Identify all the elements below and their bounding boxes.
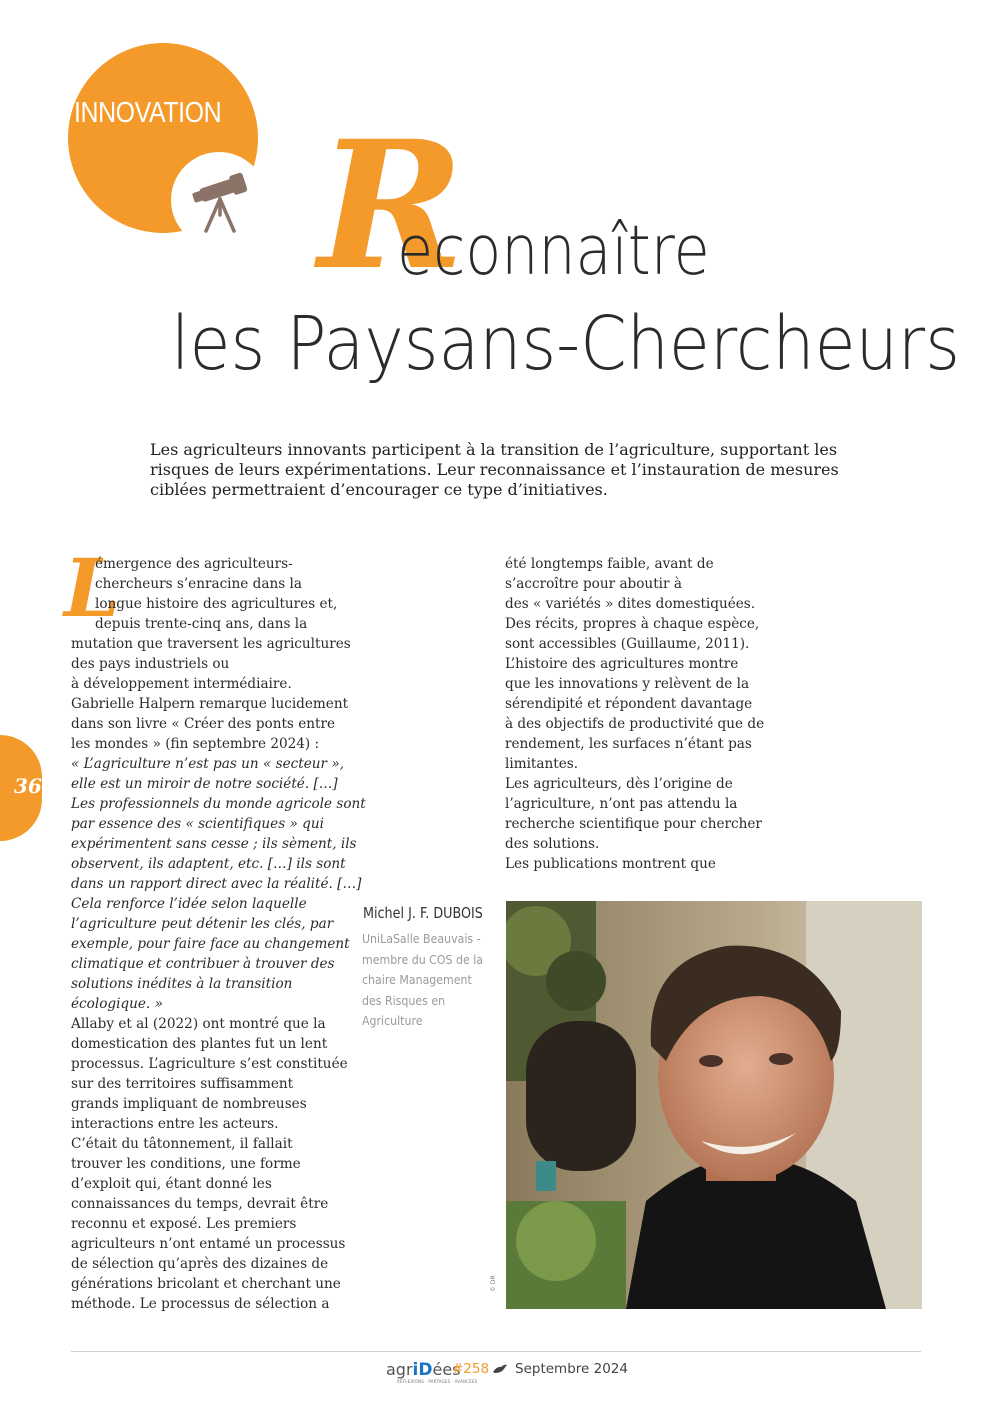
title-line-1: econnaître: [397, 211, 710, 291]
page-number: 36: [14, 774, 42, 798]
magazine-logo: [386, 1360, 461, 1380]
standfirst: Les agriculteurs innovants participent à la transition de l’agriculture, supportant les risques de leurs expérimentations. Leur reconnaissance et l’instauration de mesures ciblées permettraient d’encourager ce type d’initiatives.: [150, 440, 839, 499]
body-text-line: émergence des agriculteurs-: [95, 556, 293, 572]
logo-id: iD: [412, 1360, 433, 1380]
body-text-line: trouver les conditions, une forme: [71, 1156, 301, 1172]
body-text-line: longue histoire des agricultures et,: [95, 596, 338, 612]
body-text-line: depuis trente-cinq ans, dans la: [95, 616, 308, 632]
body-text-line: processus. L’agriculture s’est constituée: [71, 1056, 348, 1072]
body-text-line: des solutions.: [505, 836, 600, 852]
body-text-line: des « variétés » dites domestiquées.: [505, 596, 756, 612]
telescope-icon: [186, 165, 258, 237]
body-text-line: mutation que traversent les agricultures: [71, 636, 351, 652]
body-text-line: méthode. Le processus de sélection a: [71, 1296, 330, 1312]
author-bio-line: chaire Management: [362, 972, 472, 987]
body-text-line: expérimentent sans cesse ; ils sèment, ils: [71, 836, 357, 852]
author-bio-line: membre du COS de la: [362, 951, 484, 967]
body-text-line: C’était du tâtonnement, il fallait: [71, 1136, 293, 1152]
body-text-line: « L’agriculture n’est pas un « secteur »,: [71, 756, 344, 772]
body-text-line: recherche scientifique pour chercher: [505, 816, 762, 832]
page-footer: [0, 1358, 992, 1388]
author-bio-line: des Risques en: [362, 992, 446, 1008]
body-text-line: Les professionnels du monde agricole sont: [71, 796, 366, 812]
logo-prefix: agr: [386, 1360, 413, 1379]
author-bio-line: UniLaSalle Beauvais -: [362, 931, 481, 946]
issue-number: #258: [452, 1361, 490, 1377]
body-text-line: sérendipité et répondent davantage: [505, 696, 753, 712]
body-text-line: s’accroître pour aboutir à: [505, 576, 682, 592]
article-column-left: [71, 554, 366, 1314]
body-text-line: climatique et contribuer à trouver des: [71, 956, 335, 972]
body-text-line: été longtemps faible, avant de: [505, 556, 714, 572]
body-text-line: domestication des plantes fut un lent: [71, 1036, 328, 1052]
body-text-line: rendement, les surfaces n’étant pas: [505, 736, 752, 752]
body-text-line: limitantes.: [505, 756, 579, 772]
body-text-line: interactions entre les acteurs.: [71, 1116, 279, 1132]
body-text-line: l’agriculture peut détenir les clés, par: [71, 916, 334, 932]
body-text-line: dans son livre « Créer des ponts entre: [71, 716, 336, 732]
body-text-line: sont accessibles (Guillaume, 2011).: [505, 636, 750, 652]
logo-suffix: ées: [432, 1360, 461, 1379]
author-portrait-photo: [506, 901, 922, 1309]
body-text-line: écologique. »: [71, 996, 163, 1012]
body-text-line: Les agriculteurs, dès l’origine de: [505, 776, 733, 792]
body-text-line: Cela renforce l’idée selon laquelle: [71, 896, 307, 912]
body-text-line: connaissances du temps, devrait être: [71, 1196, 329, 1212]
article-column-right: [505, 554, 775, 874]
rubric-label: INNOVATION: [74, 97, 222, 129]
body-text-line: L’histoire des agricultures montre: [505, 656, 739, 672]
body-text-line: de sélection qu’après des dizaines de: [71, 1256, 329, 1272]
body-text-line: d’exploit qui, étant donné les: [71, 1176, 272, 1192]
footer-divider: [71, 1351, 921, 1352]
body-text-line: grands impliquant de nombreuses: [71, 1096, 307, 1112]
drop-cap: L: [64, 541, 121, 635]
body-text-line: dans un rapport direct avec la réalité. […]: [71, 876, 362, 892]
author-bio-line: Agriculture: [362, 1013, 423, 1028]
body-text-line: elle est un miroir de notre société. […]: [71, 776, 338, 792]
body-text-line: les mondes » (fin septembre 2024) :: [71, 736, 320, 752]
body-text-line: l’agriculture, n’ont pas attendu la: [505, 796, 738, 812]
author-affiliation: [362, 929, 485, 1032]
body-text-line: à des objectifs de productivité que de: [505, 716, 765, 732]
body-text-line: chercheurs s’enracine dans la: [95, 576, 302, 592]
logo-tagline: RÉFLEXIONS · PARTAGES · AVANCÉES: [397, 1379, 478, 1384]
body-text-line: Des récits, propres à chaque espèce,: [505, 616, 760, 632]
body-text-line: agriculteurs n’ont entamé un processus: [71, 1236, 346, 1252]
body-text-line: Allaby et al (2022) ont montré que la: [71, 1016, 326, 1032]
title-initial: R: [318, 102, 465, 309]
bird-icon: [492, 1363, 508, 1375]
body-text-line: Gabrielle Halpern remarque lucidement: [71, 696, 349, 712]
photo-credit: © DR: [490, 1275, 497, 1292]
body-text-line: Les publications montrent que: [505, 856, 716, 872]
body-text-line: que les innovations y relèvent de la: [505, 676, 750, 692]
author-name: Michel J. F. DUBOIS: [363, 904, 483, 922]
body-text-line: solutions inédites à la transition: [71, 976, 293, 992]
body-text-line: générations bricolant et cherchant une: [71, 1276, 341, 1292]
body-text-line: à développement intermédiaire.: [71, 676, 292, 692]
title-line-2: les Paysans-Chercheurs: [171, 301, 960, 387]
body-text-line: reconnu et exposé. Les premiers: [71, 1216, 297, 1232]
body-text-line: exemple, pour faire face au changement: [71, 936, 350, 952]
body-text-line: par essence des « scientifiques » qui: [71, 816, 324, 832]
body-text-line: sur des territoires suffisamment: [71, 1076, 294, 1092]
body-text-line: observent, ils adaptent, etc. […] ils sont: [71, 856, 346, 872]
issue-date: Septembre 2024: [515, 1361, 628, 1377]
body-text-line: des pays industriels ou: [71, 656, 230, 672]
